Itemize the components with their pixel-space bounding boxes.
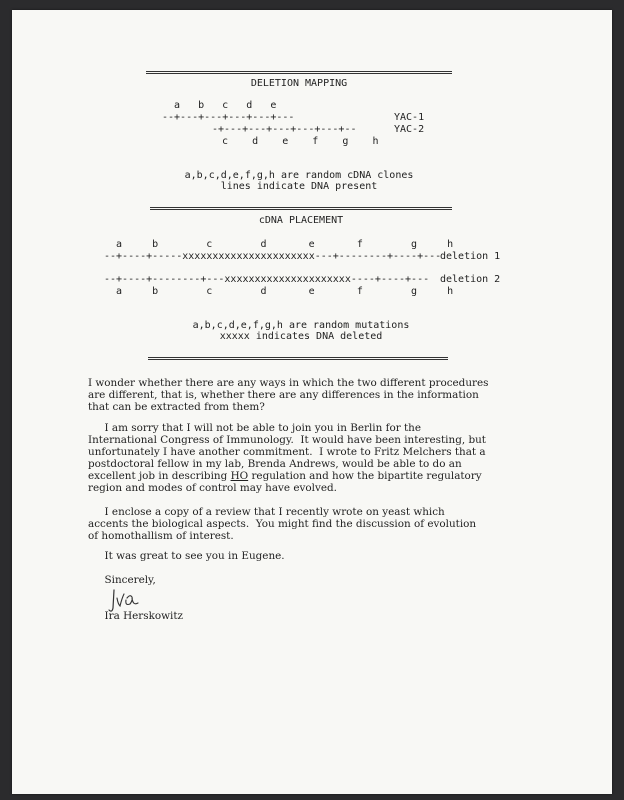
deletion-2-label: deletion 2 [440, 274, 501, 285]
yac1-line: --+---+---+---+---+--- [162, 112, 295, 123]
cdna-placement-top-letters: a b c d e f g h [116, 239, 454, 250]
top-rule [146, 71, 452, 74]
middle-rule [150, 207, 452, 210]
paragraph-4: It was great to see you in Eugene. [88, 550, 285, 562]
closing: Sincerely, [88, 574, 156, 586]
cdna-placement-bottom-letters: a b c d e f g h [116, 286, 454, 297]
yac1-label: YAC-1 [394, 112, 425, 123]
deletion-mapping-top-letters: a b c d e [174, 100, 277, 111]
cdna-placement-note-2: xxxxx indicates DNA deleted [219, 331, 383, 342]
paragraph-2-part-1: I am sorry that I will not be able to join you in Berlin for the International Congress of Immunology. It would have been interesting, but unfortunately I have another commitment. I wrote to Fritz Melchers that a postdoctoral fellow in my lab, Brenda Andrews, would be able to do an excellent job in describing [88, 422, 486, 482]
paragraph-2 [88, 422, 548, 494]
deletion-2-line: --+----+--------+---xxxxxxxxxxxxxxxxxxxxx----+----+--- [104, 274, 430, 285]
cdna-placement-note-1: a,b,c,d,e,f,g,h are random mutations [192, 320, 410, 331]
cdna-placement-title: cDNA PLACEMENT [258, 215, 344, 226]
deletion-mapping-note-1: a,b,c,d,e,f,g,h are random cDNA clones [184, 170, 414, 181]
deletion-1-label: deletion 1 [440, 251, 501, 262]
deletion-1-line: --+----+-----xxxxxxxxxxxxxxxxxxxxxx---+--------+----+--- [104, 251, 442, 262]
paragraph-2-part-2: regulation and how the bipartite regulatory region and modes of control may have evolved. [88, 470, 482, 494]
deletion-mapping-note-2: lines indicate DNA present [220, 181, 378, 192]
bottom-rule [148, 357, 448, 360]
deletion-mapping-bottom-letters: c d e f g h [222, 136, 379, 147]
deletion-mapping-title: DELETION MAPPING [250, 78, 348, 89]
paragraph-3: I enclose a copy of a review that I recently wrote on yeast which accents the biological aspects. You might find the discussion of evolution of homothallism of interest. [88, 506, 477, 542]
yac2-label: YAC-2 [394, 124, 425, 135]
paragraph-1: I wonder whether there are any ways in which the two different procedures are different, that is, whether there are any differences in the information that can be extracted from them? [88, 377, 489, 413]
letter-page [12, 10, 612, 794]
ho-underlined: HO [230, 470, 249, 482]
signer-name: Ira Herskowitz [88, 610, 184, 622]
yac2-line: -+---+---+---+---+---+-- [212, 124, 357, 135]
